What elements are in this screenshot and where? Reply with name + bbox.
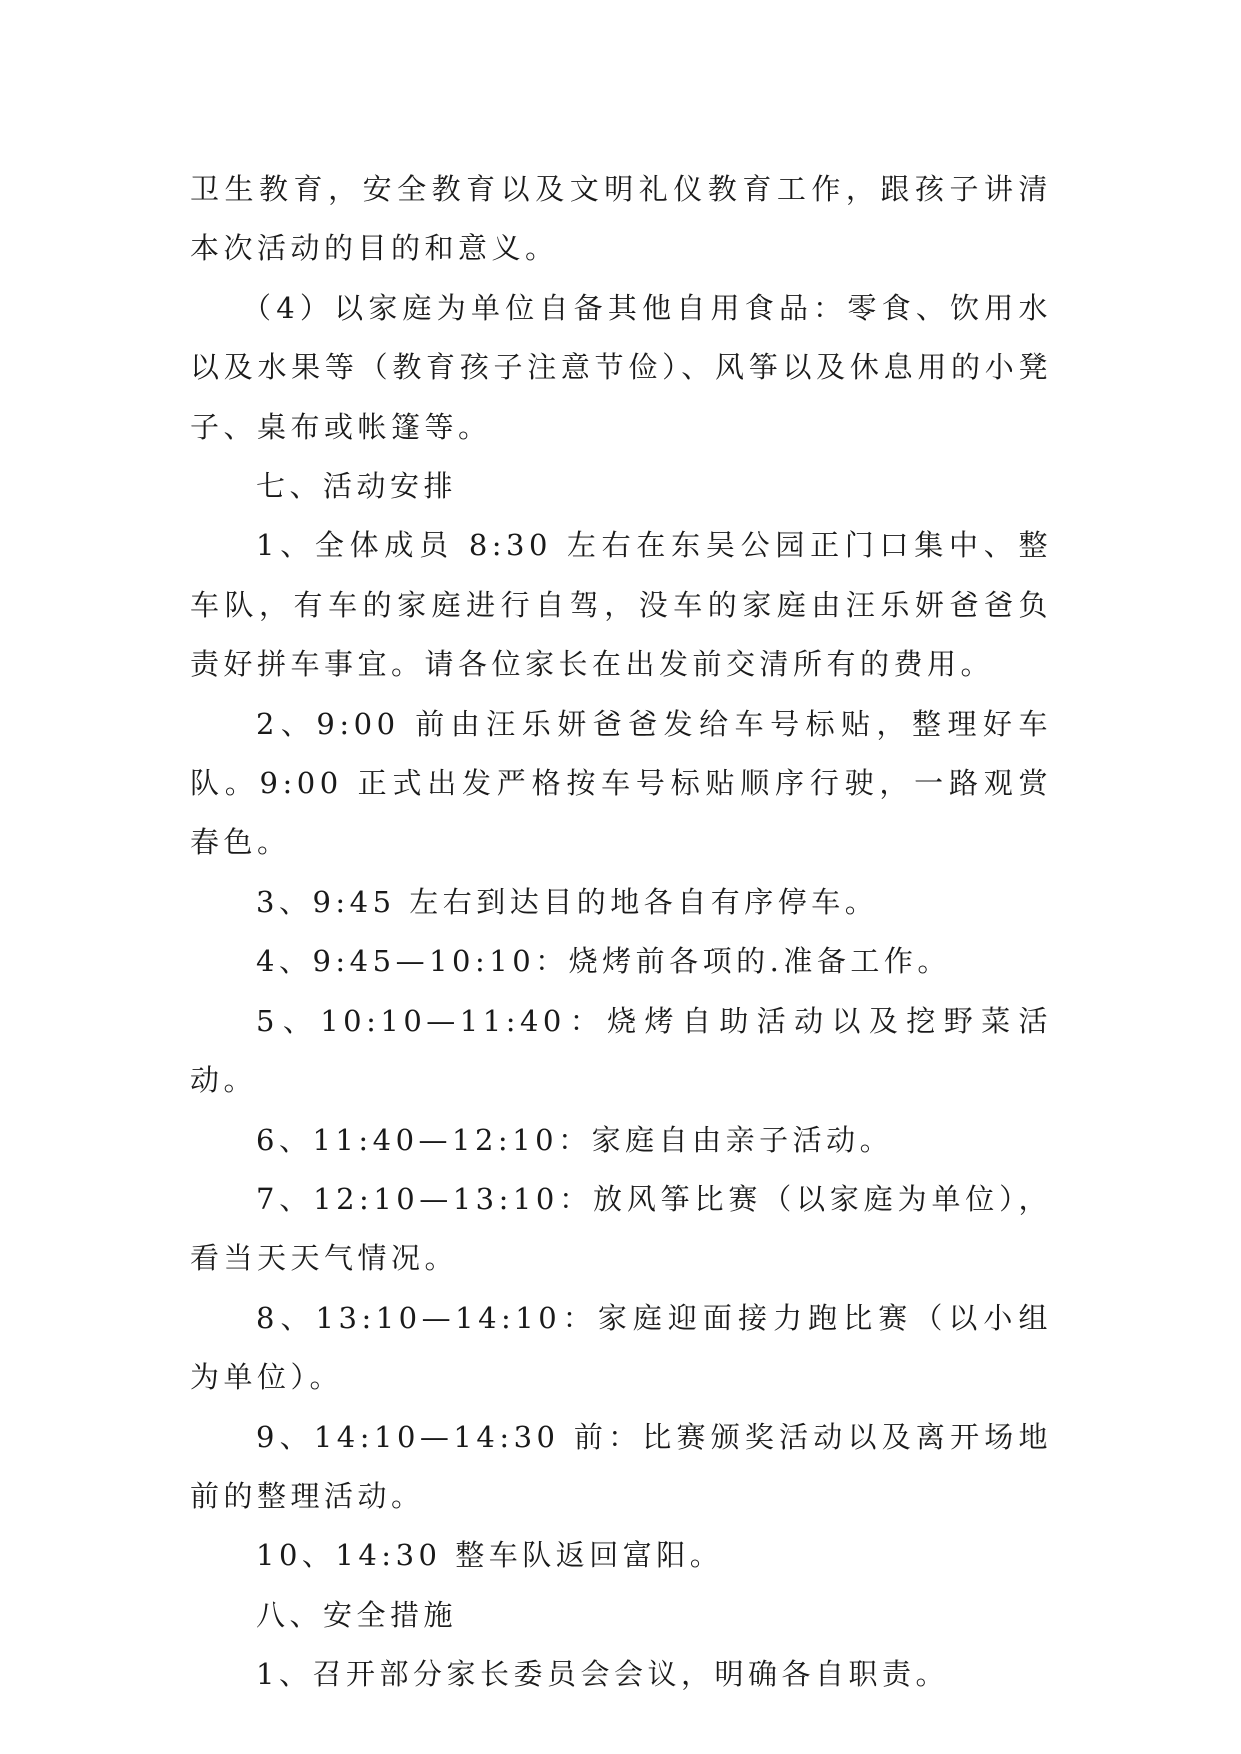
paragraph-schedule-item-1: 1、全体成员 8:30 左右在东吴公园正门口集中、整车队，有车的家庭进行自驾，没车的家庭由汪乐妍爸爸负责好拼车事宜。请各位家长在出发前交清所有的费用。 xyxy=(190,528,1052,682)
section-heading-activity-schedule: 七、活动安排 xyxy=(256,469,458,504)
paragraph-hygiene-education: 卫生教育，安全教育以及文明礼仪教育工作，跟孩子讲清本次活动的目的和意义。 xyxy=(190,172,1052,266)
paragraph-schedule-item-10: 10、14:30 整车队返回富阳。 xyxy=(256,1538,724,1573)
paragraph-schedule-item-5: 5、10:10—11:40：烧烤自助活动以及挖野菜活动。 xyxy=(190,1003,1052,1098)
paragraph-schedule-item-8: 8、13:10—14:10：家庭迎面接力跑比赛（以小组为单位）。 xyxy=(190,1300,1052,1395)
paragraph-schedule-item-4: 4、9:45—10:10：烧烤前各项的.准备工作。 xyxy=(256,944,951,979)
paragraph-schedule-item-2: 2、9:00 前由汪乐妍爸爸发给车号标贴，整理好车队。9:00 正式出发严格按车号标贴顺序行驶，一路观赏春色。 xyxy=(190,706,1052,860)
paragraph-self-prepared-food: （4）以家庭为单位自备其他自用食品：零食、饮用水以及水果等（教育孩子注意节俭）、风筝以及休息用的小凳子、桌布或帐篷等。 xyxy=(190,290,1052,444)
paragraph-schedule-item-9: 9、14:10—14:30 前：比赛颁奖活动以及离开场地前的整理活动。 xyxy=(190,1419,1052,1513)
paragraph-schedule-item-6: 6、11:40—12:10：家庭自由亲子活动。 xyxy=(256,1122,894,1157)
paragraph-schedule-item-3: 3、9:45 左右到达目的地各自有序停车。 xyxy=(256,884,879,919)
paragraph-schedule-item-7: 7、12:10—13:10：放风筝比赛（以家庭为单位），看当天天气情况。 xyxy=(190,1181,1052,1276)
section-heading-safety-measures: 八、安全措施 xyxy=(256,1597,458,1632)
paragraph-safety-item-1: 1、召开部分家长委员会会议，明确各自职责。 xyxy=(256,1657,949,1692)
document-body xyxy=(190,160,1052,1705)
